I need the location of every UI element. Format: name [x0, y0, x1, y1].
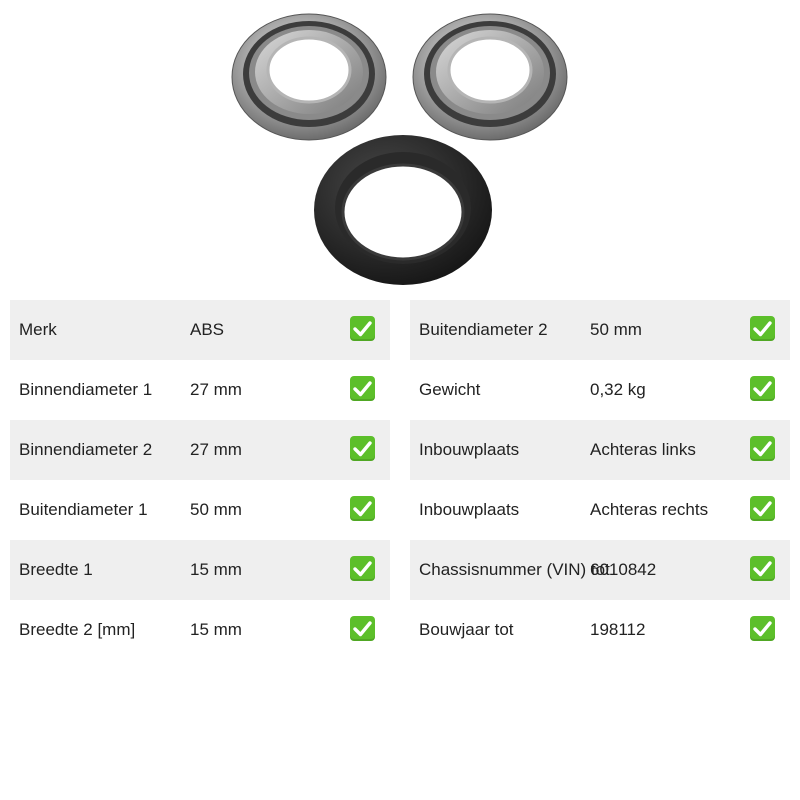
spec-label: Breedte 2 [mm]	[19, 620, 136, 639]
spec-value: 15 mm	[190, 560, 242, 579]
spec-label: Chassisnummer (VIN) tot	[419, 560, 610, 579]
spec-value: 0,32 kg	[590, 380, 646, 399]
spec-row	[10, 480, 390, 540]
spec-label: Binnendiameter 1	[19, 380, 153, 399]
check-icon	[750, 436, 775, 461]
check-icon	[750, 556, 775, 581]
spec-value: 27 mm	[190, 380, 242, 399]
spec-value: Achteras links	[590, 440, 696, 459]
spec-value: ABS	[190, 320, 225, 339]
spec-value: 6010842	[590, 560, 657, 579]
spec-label: Inbouwplaats	[419, 500, 520, 519]
check-icon	[350, 316, 375, 341]
spec-row	[410, 540, 790, 600]
check-icon	[750, 316, 775, 341]
spec-value: 50 mm	[190, 500, 242, 519]
spec-value: 198112	[590, 620, 646, 639]
spec-label: Buitendiameter 1	[19, 500, 148, 519]
spec-row	[410, 600, 790, 660]
check-icon	[750, 496, 775, 521]
spec-label: Binnendiameter 2	[19, 440, 153, 459]
check-icon	[750, 616, 775, 641]
spec-row	[410, 420, 790, 480]
spec-table-left	[10, 300, 390, 660]
spec-value: 27 mm	[190, 440, 242, 459]
check-icon	[350, 496, 375, 521]
spec-label: Bouwjaar tot	[419, 620, 514, 639]
spec-row	[410, 480, 790, 540]
check-icon	[350, 556, 375, 581]
check-icon	[350, 616, 375, 641]
spec-row	[10, 300, 390, 360]
check-icon	[750, 376, 775, 401]
spec-value: Achteras rechts	[590, 500, 709, 519]
spec-label: Buitendiameter 2	[419, 320, 548, 339]
bearing-kit-image	[220, 0, 580, 290]
bearing-2	[413, 14, 567, 140]
spec-label: Merk	[19, 320, 57, 339]
spec-label: Inbouwplaats	[419, 440, 520, 459]
bearing-1	[232, 14, 386, 140]
spec-row	[10, 540, 390, 600]
spec-label: Gewicht	[419, 380, 481, 399]
spec-row	[410, 300, 790, 360]
spec-value: 15 mm	[190, 620, 242, 639]
oil-seal	[314, 135, 492, 285]
spec-value: 50 mm	[590, 320, 642, 339]
spec-row	[10, 420, 390, 480]
spec-table-right	[410, 300, 790, 660]
check-icon	[350, 376, 375, 401]
spec-row	[10, 360, 390, 420]
check-icon	[350, 436, 375, 461]
spec-label: Breedte 1	[19, 560, 93, 579]
spec-row	[10, 600, 390, 660]
spec-row	[410, 360, 790, 420]
